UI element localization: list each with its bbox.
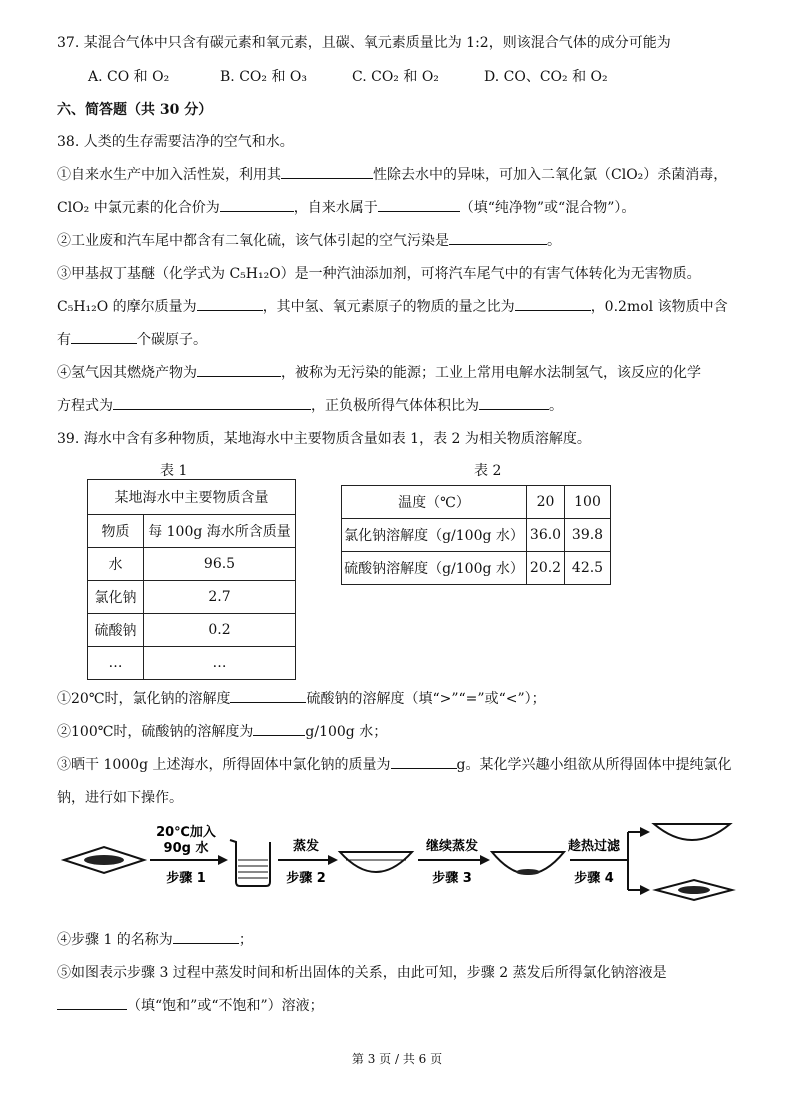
answer-blank[interactable] — [391, 754, 457, 769]
table-header-cell: 温度（℃） — [342, 486, 527, 519]
table-header-cell: 每 100g 海水所含质量 — [144, 515, 296, 548]
filter-solid-icon — [656, 880, 732, 900]
table-row — [88, 548, 296, 581]
table-header-cell: 100 — [565, 486, 611, 519]
table-cell: … — [144, 647, 296, 680]
beaker-icon — [230, 840, 270, 886]
answer-blank[interactable] — [281, 164, 373, 179]
step1-condition-2: 90g 水 — [163, 841, 209, 856]
evaporating-dish-crystals-icon — [492, 852, 564, 875]
q38-part4-line2: 方程式为 ，正负极所得气体体积比为 。 — [57, 395, 563, 415]
q38-part3-line2: C₅H₁₂O 的摩尔质量为 ，其中氢、氧元素原子的物质的量之比为 ，0.2mol 该物质中含 — [57, 296, 728, 316]
q37-stem: 37. 某混合气体中只含有碳元素和氧元素，且碳、氧元素质量比为 1:2，则该混合气体的成分可能为 — [57, 35, 671, 51]
q38-part2: ②工业废和汽车尾中都含有二氧化硫，该气体引起的空气污染是 。 — [57, 230, 561, 250]
q39-part1: ①20℃时，氯化钠的溶解度 硫酸钠的溶解度（填“>”“=”或“<”）； — [57, 688, 546, 708]
answer-blank[interactable] — [220, 197, 294, 212]
table-cell: 氯化钠溶解度（g/100g 水） — [342, 519, 527, 552]
evaporating-dish-icon — [340, 852, 412, 872]
table-cell: 0.2 — [144, 614, 296, 647]
q38-part1-line2: ClO₂ 中氯元素的化合价为 ，自来水属于 （填“纯净物”或“混合物”）。 — [57, 197, 635, 217]
table-row — [88, 581, 296, 614]
table2-caption: 表 2 — [474, 463, 502, 479]
answer-blank[interactable] — [197, 296, 263, 311]
step3-condition: 继续蒸发 — [425, 839, 479, 854]
q38-part4-line1: ④氢气因其燃烧产物为 ，被称为无污染的能源；工业上常用电解水法制氢气，该反应的化学 — [57, 362, 701, 382]
table-cell: 水 — [88, 548, 144, 581]
option-d: D. CO、CO₂ 和 O₂ — [484, 69, 608, 85]
table-row — [88, 480, 296, 515]
q39-stem: 39. 海水中含有多种物质，某地海水中主要物质含量如表 1，表 2 为相关物质溶解度。 — [57, 431, 591, 447]
table-row — [342, 552, 611, 585]
table-header-cell: 物质 — [88, 515, 144, 548]
answer-blank[interactable] — [449, 230, 547, 245]
table2 — [341, 485, 611, 585]
answer-blank[interactable] — [113, 395, 311, 410]
q38-part3-line3: 有 个碳原子。 — [57, 329, 207, 349]
table1-caption: 表 1 — [160, 463, 188, 479]
q38-part3-line1: ③甲基叔丁基醚（化学式为 C₅H₁₂O）是一种汽油添加剂，可将汽车尾气中的有害气体转化为无害物质。 — [57, 266, 701, 282]
answer-blank[interactable] — [378, 197, 460, 212]
section-title: 六、简答题（共 30 分） — [57, 102, 213, 118]
table-cell: 硫酸钠 — [88, 614, 144, 647]
table-cell: 氯化钠 — [88, 581, 144, 614]
answer-blank[interactable] — [515, 296, 591, 311]
q38-part1-line1: ①自来水生产中加入活性炭，利用其 性除去水中的异味，可加入二氧化氯（ClO₂）杀菌消毒， — [57, 164, 727, 184]
answer-blank[interactable] — [479, 395, 549, 410]
q38-stem: 38. 人类的生存需要洁净的空气和水。 — [57, 134, 294, 150]
solid-dish-icon — [64, 847, 144, 873]
option-b: B. CO₂ 和 O₃ — [220, 69, 307, 85]
q39-part2: ②100℃时，硫酸钠的溶解度为 g/100g 水； — [57, 721, 387, 741]
table-row — [88, 515, 296, 548]
table-row — [342, 519, 611, 552]
table-row — [88, 614, 296, 647]
filtrate-dish-icon — [654, 824, 730, 840]
answer-blank[interactable] — [197, 362, 281, 377]
step3-label: 步骤 3 — [432, 871, 472, 886]
table1-title: 某地海水中主要物质含量 — [88, 480, 296, 515]
table-cell: 硫酸钠溶解度（g/100g 水） — [342, 552, 527, 585]
step1-condition-1: 20℃加入 — [156, 825, 216, 840]
table-cell: 39.8 — [565, 519, 611, 552]
table-cell: … — [88, 647, 144, 680]
answer-blank[interactable] — [173, 929, 239, 944]
flow-diagram — [60, 812, 760, 917]
answer-blank[interactable] — [253, 721, 305, 736]
table-header-cell: 20 — [527, 486, 565, 519]
table-row — [88, 647, 296, 680]
table-row — [342, 486, 611, 519]
step4-label: 步骤 4 — [574, 871, 614, 886]
q39-part4: ④步骤 1 的名称为 ； — [57, 929, 253, 949]
q39-part3-line2: 钠，进行如下操作。 — [57, 790, 183, 806]
table-cell: 20.2 — [527, 552, 565, 585]
step2-condition: 蒸发 — [292, 839, 320, 854]
q37-options — [88, 66, 616, 86]
step4-condition: 趁热过滤 — [567, 839, 621, 854]
table1 — [87, 479, 296, 680]
option-c: C. CO₂ 和 O₂ — [352, 69, 439, 85]
step2-label: 步骤 2 — [286, 871, 326, 886]
q39-part5-line2: （填“饱和”或“不饱和”）溶液； — [57, 995, 324, 1015]
answer-blank[interactable] — [71, 329, 137, 344]
answer-blank[interactable] — [230, 688, 306, 703]
table-cell: 42.5 — [565, 552, 611, 585]
answer-blank[interactable] — [57, 995, 127, 1010]
q39-part5-line1: ⑤如图表示步骤 3 过程中蒸发时间和析出固体的关系，由此可知，步骤 2 蒸发后所得氯化钠溶液是 — [57, 965, 667, 981]
table-cell: 36.0 — [527, 519, 565, 552]
option-a: A. CO 和 O₂ — [88, 69, 170, 85]
table-cell: 96.5 — [144, 548, 296, 581]
table-cell: 2.7 — [144, 581, 296, 614]
page-footer: 第 3 页 / 共 6 页 — [351, 1052, 443, 1066]
q39-part3-line1: ③晒干 1000g 上述海水，所得固体中氯化钠的质量为 g。某化学兴趣小组欲从所得固体中提纯氯化 — [57, 754, 731, 774]
step1-label: 步骤 1 — [166, 871, 206, 886]
